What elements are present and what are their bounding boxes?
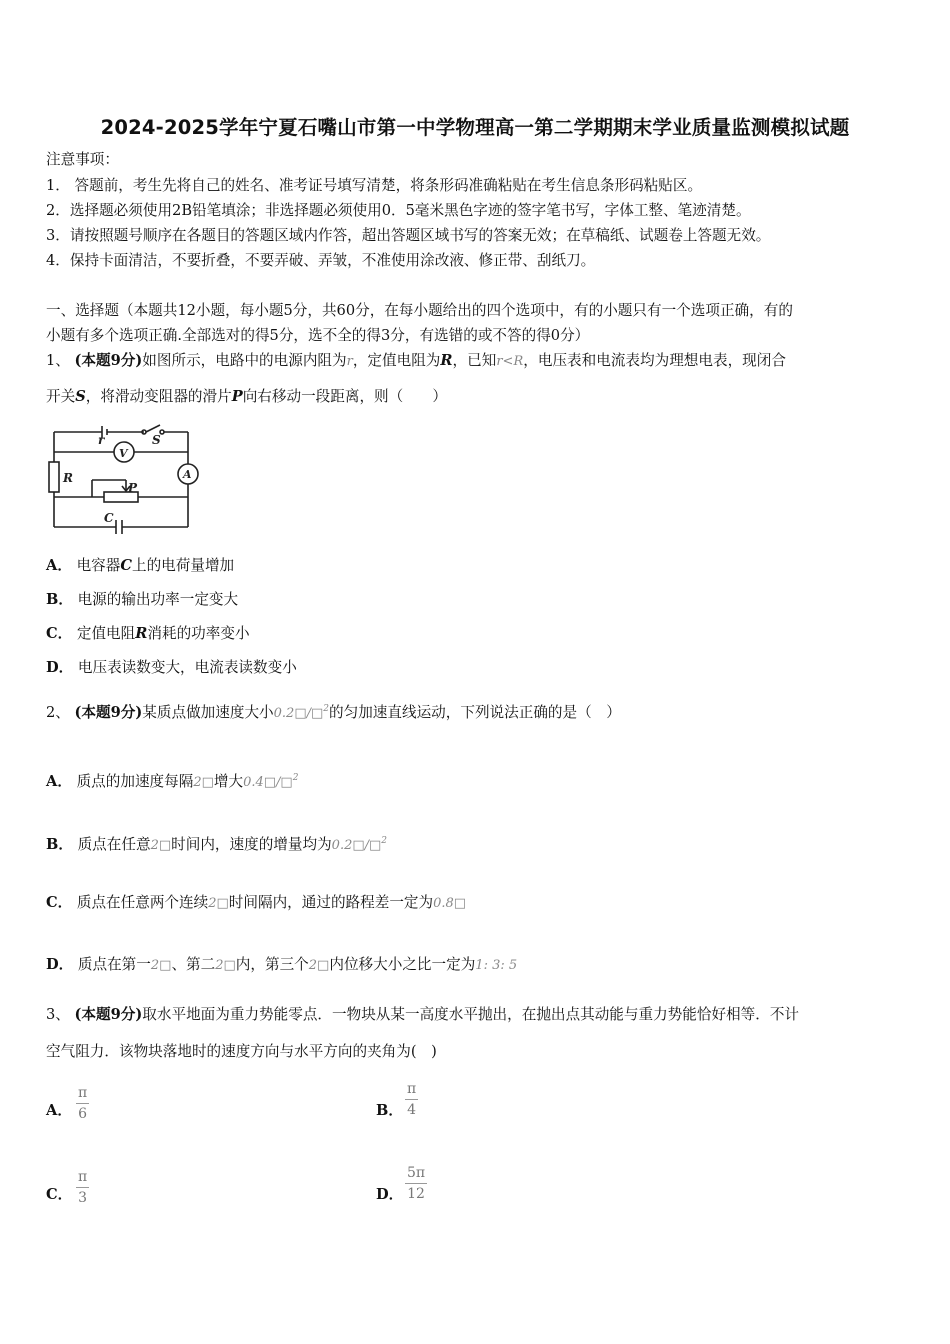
fraction-numerator: π bbox=[76, 1083, 89, 1104]
q2-option-b bbox=[46, 831, 387, 856]
fraction-numerator: 5π bbox=[405, 1163, 427, 1184]
option-label: B． bbox=[46, 836, 73, 853]
circuit-label-S: S bbox=[152, 433, 161, 447]
q1-text: ，将滑动变阻器的滑片 bbox=[85, 388, 232, 405]
option-label: D． bbox=[46, 956, 74, 973]
q1-text: ，定值电阻为 bbox=[352, 352, 441, 369]
option-text: 时间隔内，通过的路程差一定为 bbox=[228, 894, 434, 911]
notice-item-1: 1． 答题前，考生先将自己的姓名、准考证号填写清楚，将条形码准确粘贴在考生信息条形码粘贴区。 bbox=[46, 177, 703, 194]
fraction-denominator: 12 bbox=[407, 1186, 425, 1202]
q3-option-b-fraction bbox=[405, 1079, 418, 1120]
option-text: 质点在任意 bbox=[77, 836, 151, 853]
option-label: C． bbox=[46, 625, 73, 642]
option-math-exponent: 2 bbox=[381, 836, 388, 846]
q2-option-c bbox=[46, 893, 466, 914]
fraction-numerator: π bbox=[405, 1079, 418, 1100]
option-math: 0.4□/□ bbox=[243, 775, 293, 790]
option-math: 2□ bbox=[308, 958, 330, 973]
option-label: D． bbox=[46, 659, 74, 676]
q1-score: (本题9分) bbox=[74, 352, 143, 369]
option-text: 质点在任意两个连续 bbox=[76, 894, 209, 911]
option-math: 2□ bbox=[215, 958, 236, 973]
fraction-denominator: 6 bbox=[78, 1106, 88, 1122]
option-text: 电容器 bbox=[76, 557, 121, 574]
q2-option-a bbox=[46, 768, 298, 793]
option-text: 消耗的功率变小 bbox=[147, 625, 250, 642]
circuit-label-R: R bbox=[63, 471, 73, 485]
option-math: 0.8□ bbox=[433, 896, 467, 911]
q1-stem-line1 bbox=[46, 351, 786, 372]
q1-option-b bbox=[46, 590, 238, 610]
q1-stem-line2 bbox=[46, 387, 447, 407]
fraction-denominator: 3 bbox=[78, 1190, 88, 1206]
option-text: 电源的输出功率一定变大 bbox=[77, 591, 239, 608]
q1-text: 开关 bbox=[46, 388, 76, 405]
q1-text: 向右移动一段距离，则（ ） bbox=[242, 388, 448, 405]
notice-item-2: 2．选择题必须使用2B铅笔填涂；非选择题必须使用0．5毫米黑色字迹的签字笔书写，字体工整、笔迹清楚。 bbox=[46, 202, 751, 219]
q1-R-symbol: R bbox=[440, 352, 453, 369]
fraction-denominator: 4 bbox=[407, 1102, 417, 1118]
option-symbol: R bbox=[135, 625, 148, 642]
option-text: 、第二 bbox=[171, 956, 216, 973]
q1-P-symbol: P bbox=[231, 388, 243, 405]
section-heading-line2: 小题有多个选项正确.全部选对的得5分，选不全的得3分，有选错的或不答的得0分） bbox=[46, 327, 590, 344]
option-math: 2□ bbox=[193, 775, 214, 790]
q1-text: ，已知 bbox=[452, 352, 497, 369]
option-math: 2□ bbox=[208, 896, 229, 911]
circuit-label-P: P bbox=[128, 481, 138, 495]
q1-text: ，电压表和电流表均为理想电表，现闭合 bbox=[523, 352, 786, 369]
circuit-label-V: V bbox=[119, 447, 128, 460]
notice-item-4: 4．保持卡面清洁，不要折叠，不要弄破、弄皱，不准使用涂改液、修正带、刮纸刀。 bbox=[46, 252, 596, 269]
option-symbol: C bbox=[120, 557, 132, 574]
q3-option-a-label bbox=[46, 1101, 72, 1121]
circuit-label-A: A bbox=[183, 468, 192, 481]
circuit-label-r: r bbox=[98, 433, 105, 447]
q1-option-d bbox=[46, 658, 297, 678]
circuit-label-C: C bbox=[104, 511, 114, 525]
option-math: 0.2□/□ bbox=[331, 838, 382, 853]
q3-number: 3、 bbox=[46, 1006, 70, 1023]
option-text: 上的电荷量增加 bbox=[131, 557, 235, 574]
option-label: C． bbox=[46, 894, 73, 911]
option-text: 内位移大小之比一定为 bbox=[329, 956, 476, 973]
option-label: B． bbox=[46, 591, 73, 608]
q3-text: 取水平地面为重力势能零点．一物块从某一高度水平抛出，在抛出点其动能与重力势能恰好相等．不计 bbox=[142, 1006, 800, 1023]
option-text: 质点在第一 bbox=[77, 956, 151, 973]
option-text: 定值电阻 bbox=[76, 625, 136, 642]
q2-acceleration-exponent: 2 bbox=[323, 704, 329, 714]
option-math: 1: 3: 5 bbox=[475, 958, 518, 973]
q3-stem-line2: 空气阻力．该物块落地时的速度方向与水平方向的夹角为( ) bbox=[46, 1043, 437, 1060]
q1-number: 1、 bbox=[46, 352, 70, 369]
q3-stem-line1 bbox=[46, 1005, 799, 1025]
q2-acceleration: 0.2□/□ bbox=[273, 706, 324, 721]
q1-option-a bbox=[46, 556, 234, 576]
q1-circuit-diagram bbox=[46, 422, 206, 534]
option-label: A． bbox=[46, 1102, 72, 1119]
q3-option-c-label bbox=[46, 1185, 72, 1205]
option-math: 2□ bbox=[150, 958, 172, 973]
q1-option-c bbox=[46, 624, 250, 644]
q3-option-c-fraction bbox=[76, 1167, 89, 1208]
q3-option-a-fraction bbox=[76, 1083, 89, 1124]
q2-option-d bbox=[46, 955, 517, 976]
q1-S-symbol: S bbox=[75, 388, 86, 405]
notice-item-3: 3．请按照题号顺序在各题目的答题区域内作答，超出答题区域书写的答案无效；在草稿纸、试题卷上答题无效。 bbox=[46, 227, 771, 244]
q2-text: 某质点做加速度大小 bbox=[142, 704, 274, 721]
option-label: D． bbox=[376, 1186, 404, 1203]
q1-text: 如图所示，电路中的电源内阻为 bbox=[142, 352, 347, 369]
q3-option-d-fraction bbox=[405, 1163, 427, 1204]
q3-option-d-label bbox=[376, 1185, 403, 1205]
q3-score: (本题9分) bbox=[74, 1006, 143, 1023]
q2-text: 的匀加速直线运动，下列说法正确的是（ ） bbox=[329, 704, 621, 721]
option-text: 增大 bbox=[213, 773, 244, 790]
q1-r-symbol: r bbox=[346, 354, 353, 369]
option-text: 内，第三个 bbox=[235, 956, 309, 973]
notice-heading: 注意事项： bbox=[46, 151, 119, 168]
option-label: B． bbox=[376, 1102, 403, 1119]
q2-number: 2、 bbox=[46, 704, 70, 721]
option-label: A． bbox=[46, 557, 72, 574]
option-text: 时间内，速度的增量均为 bbox=[171, 836, 332, 853]
section-heading-line1: 一、选择题（本题共12小题，每小题5分，共60分，在每小题给出的四个选项中，有的小题只有一个选项正确，有的 bbox=[46, 302, 793, 319]
q3-option-b-label bbox=[376, 1101, 403, 1121]
option-text: 质点的加速度每隔 bbox=[76, 773, 194, 790]
option-math-exponent: 2 bbox=[292, 773, 299, 783]
option-label: A． bbox=[46, 773, 72, 790]
option-math: 2□ bbox=[150, 838, 172, 853]
option-text: 电压表读数变大，电流表读数变小 bbox=[77, 659, 297, 676]
q2-stem bbox=[46, 699, 621, 724]
q2-score: (本题9分) bbox=[74, 704, 143, 721]
q1-condition: r<R bbox=[496, 354, 524, 369]
option-label: C． bbox=[46, 1186, 73, 1203]
fraction-numerator: π bbox=[76, 1167, 89, 1188]
page-title: 2024-2025学年宁夏石嘴山市第一中学物理高一第二学期期末学业质量监测模拟试题 bbox=[100, 116, 850, 139]
